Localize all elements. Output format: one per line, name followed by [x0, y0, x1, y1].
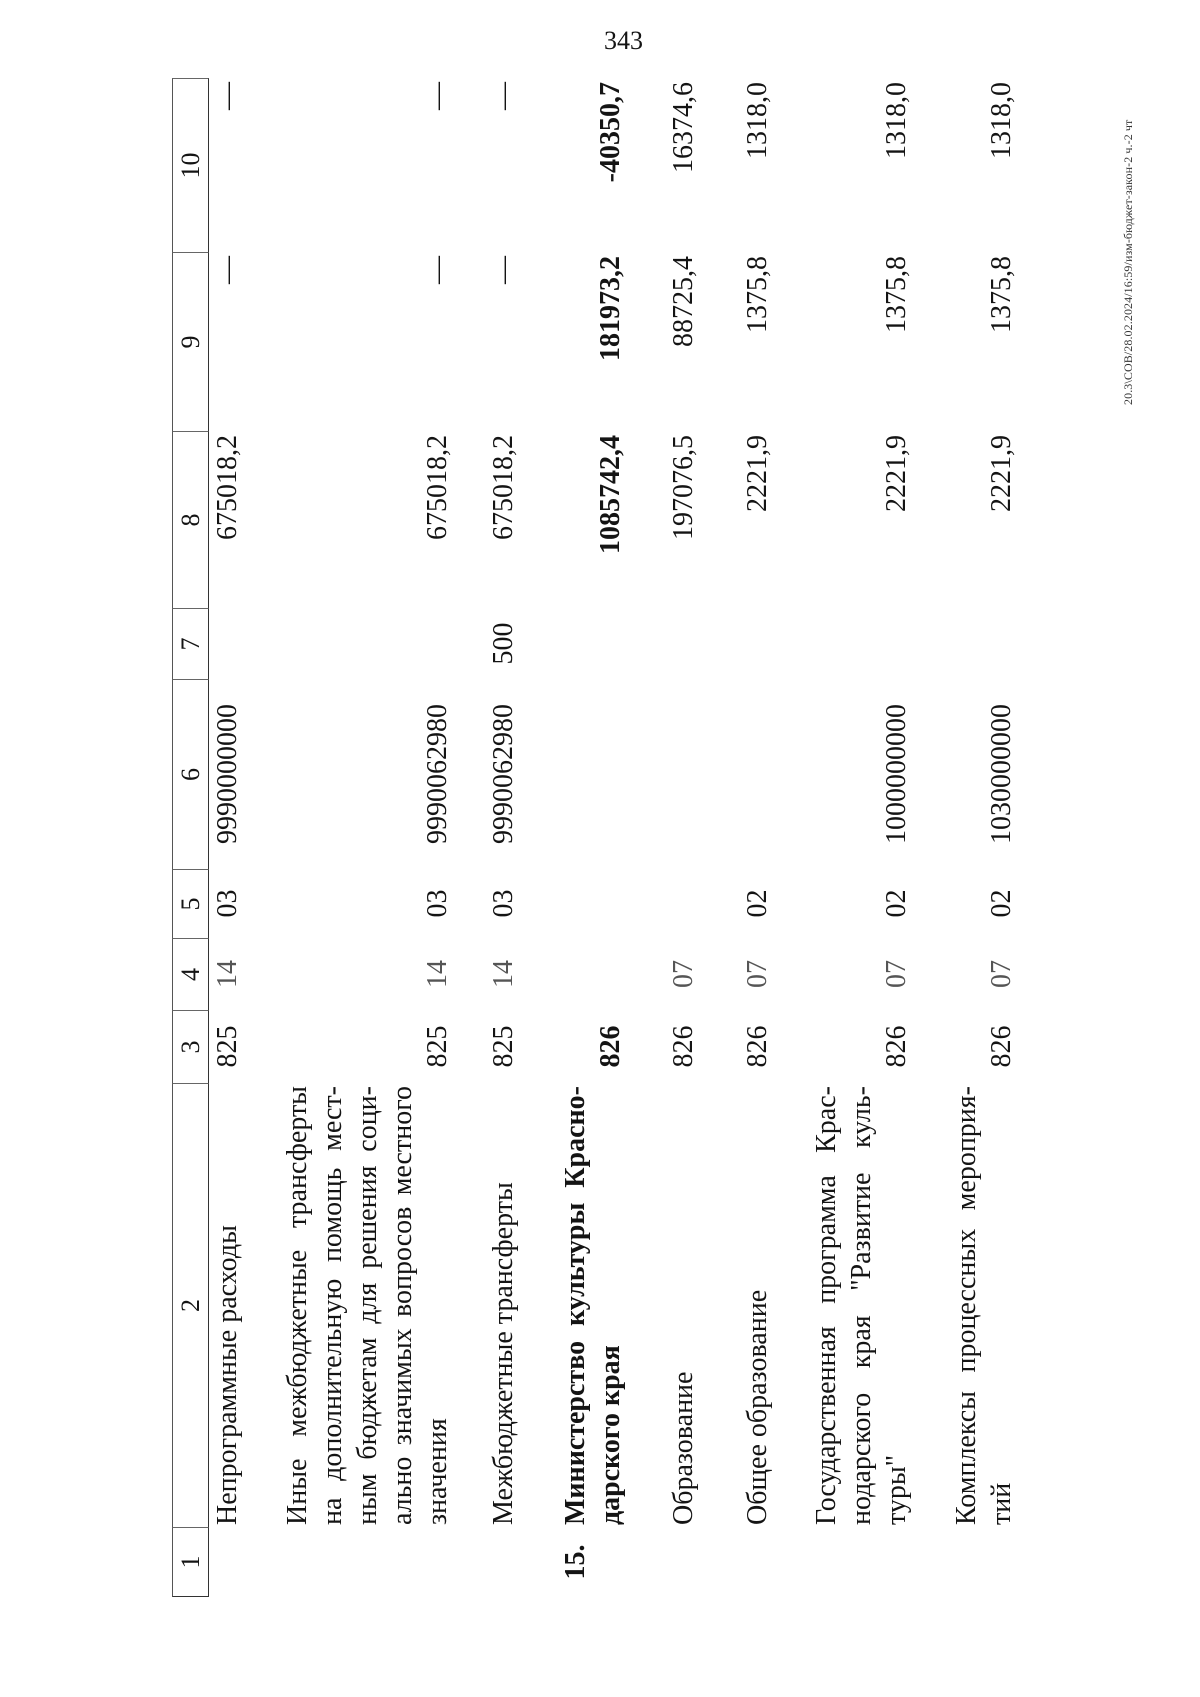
description-line: ально значимых вопросов местного [387, 1086, 418, 1525]
table-cell-subsection-code [740, 869, 775, 938]
cell-value: 9990062980 [422, 704, 453, 844]
cell-value: 826 [595, 1025, 626, 1068]
table-cell-row-number [809, 1527, 914, 1597]
table-cell-expense-type-code [740, 608, 775, 679]
column-header-3: 3 [172, 1010, 209, 1083]
cell-value: 825 [488, 1025, 519, 1068]
table-cell-description [666, 1083, 701, 1527]
cell-value: 07 [668, 960, 699, 988]
table-cell-amount-col-8 [949, 431, 1019, 608]
table-cell-subsection-code [280, 869, 455, 938]
column-header-5: 5 [172, 869, 209, 938]
cell-value: 9990000000 [212, 704, 243, 844]
table-cell-amount-col-8 [486, 431, 521, 608]
table-cell-expense-type-code [558, 608, 628, 679]
table-cell-amount-col-10 [486, 78, 521, 252]
table-cell-ministry-code [280, 1010, 455, 1083]
table-cell-amount-col-8 [280, 431, 455, 608]
cell-value: 02 [742, 889, 773, 918]
table-cell-amount-col-9 [949, 252, 1019, 431]
column-header-9: 9 [172, 252, 209, 431]
column-header-7: 7 [172, 608, 209, 679]
table-cell-expense-type-code [949, 608, 1019, 679]
dash-empty-value: — [212, 82, 243, 110]
table-cell-amount-col-8 [666, 431, 701, 608]
column-header-6: 6 [172, 679, 209, 869]
cell-value: 181973,2 [595, 256, 626, 361]
dash-empty-value: — [488, 82, 519, 110]
table-cell-amount-col-9 [210, 252, 245, 431]
cell-value: 1318,0 [881, 82, 912, 159]
description-line: дарского края [595, 1345, 626, 1525]
table-cell-section-code [280, 938, 455, 1010]
description-line: Государственная программа Крас- [811, 1086, 842, 1525]
table-cell-amount-col-8 [809, 431, 914, 608]
dash-empty-value: — [422, 256, 453, 284]
cell-value: 825 [212, 1025, 243, 1068]
table-cell-target-article-code [210, 679, 245, 869]
table-cell-section-code [666, 938, 701, 1010]
table-cell-target-article-code [949, 679, 1019, 869]
table-cell-amount-col-10 [740, 78, 775, 252]
cell-value: 07 [986, 960, 1017, 988]
cell-value: 14 [488, 960, 519, 988]
table-cell-ministry-code [558, 1010, 628, 1083]
column-header-8: 8 [172, 431, 209, 608]
page-number: 343 [604, 26, 643, 55]
description-line: ным бюджетам для решения соци- [352, 1086, 383, 1525]
table-cell-description [740, 1083, 775, 1527]
table-cell-description [809, 1083, 914, 1527]
table-cell-ministry-code [809, 1010, 914, 1083]
dash-empty-value: — [488, 256, 519, 284]
table-cell-subsection-code [809, 869, 914, 938]
table-cell-amount-col-10 [666, 78, 701, 252]
table-cell-subsection-code [486, 869, 521, 938]
document-footer-stamp: 20.3\СОВ/28.02.2024/16:59/изм-бюджет-закон-2 ч.-2 чт [1121, 119, 1135, 405]
cell-value: 16374,6 [668, 82, 699, 173]
table-cell-amount-col-10 [558, 78, 628, 252]
cell-value: 1000000000 [881, 704, 912, 844]
description-line: Непрограммные расходы [212, 1225, 243, 1525]
cell-value: 9990062980 [488, 704, 519, 844]
table-cell-expense-type-code [809, 608, 914, 679]
table-cell-section-code [949, 938, 1019, 1010]
table-cell-ministry-code [740, 1010, 775, 1083]
table-cell-row-number [558, 1527, 628, 1597]
table-cell-ministry-code [486, 1010, 521, 1083]
table-cell-target-article-code [740, 679, 775, 869]
cell-value: 675018,2 [422, 435, 453, 540]
table-cell-row-number [280, 1527, 455, 1597]
table-cell-ministry-code [666, 1010, 701, 1083]
table-cell-section-code [210, 938, 245, 1010]
table-cell-description [280, 1083, 455, 1527]
description-line: нодарского края "Развитие куль- [846, 1086, 877, 1525]
table-cell-amount-col-10 [210, 78, 245, 252]
cell-value: 1375,8 [742, 256, 773, 333]
table-cell-subsection-code [949, 869, 1019, 938]
table-cell-description [210, 1083, 245, 1527]
description-line: Комплексы процессных мероприя- [951, 1086, 982, 1525]
cell-value: 1375,8 [986, 256, 1017, 333]
table-cell-target-article-code [666, 679, 701, 869]
cell-value: 02 [986, 889, 1017, 918]
table-cell-expense-type-code [280, 608, 455, 679]
table-cell-expense-type-code [666, 608, 701, 679]
cell-value: 03 [212, 889, 243, 918]
cell-value: 826 [668, 1025, 699, 1068]
description-line: Общее образование [742, 1289, 773, 1525]
cell-value: 826 [742, 1025, 773, 1068]
cell-value: 03 [488, 889, 519, 918]
description-line: значения [422, 1418, 453, 1525]
table-cell-row-number [666, 1527, 701, 1597]
table-cell-expense-type-code [486, 608, 521, 679]
table-cell-amount-col-8 [210, 431, 245, 608]
table-cell-section-code [558, 938, 628, 1010]
column-header-10: 10 [172, 78, 209, 252]
table-cell-amount-col-9 [740, 252, 775, 431]
table-cell-amount-col-9 [280, 252, 455, 431]
table-cell-amount-col-9 [558, 252, 628, 431]
table-cell-amount-col-9 [809, 252, 914, 431]
description-line: Иные межбюджетные трансферты [282, 1086, 313, 1525]
cell-value: 2221,9 [742, 435, 773, 512]
cell-value: 1318,0 [742, 82, 773, 159]
description-line: на дополнительную помощь мест- [317, 1086, 348, 1525]
table-cell-description [558, 1083, 628, 1527]
cell-value: 03 [422, 889, 453, 918]
column-header-2: 2 [172, 1083, 209, 1527]
cell-value: 197076,5 [668, 435, 699, 540]
table-cell-amount-col-10 [809, 78, 914, 252]
cell-value: -40350,7 [595, 82, 626, 183]
cell-value: 675018,2 [488, 435, 519, 540]
dash-empty-value: — [422, 82, 453, 110]
cell-value: 825 [422, 1025, 453, 1068]
table-cell-row-number [210, 1527, 245, 1597]
description-line: Министерство культуры Красно- [560, 1086, 591, 1525]
description-line: Межбюджетные трансферты [488, 1182, 519, 1525]
table-cell-description [486, 1083, 521, 1527]
dash-empty-value: — [212, 256, 243, 284]
table-cell-amount-col-9 [666, 252, 701, 431]
table-cell-amount-col-8 [558, 431, 628, 608]
table-cell-section-code [809, 938, 914, 1010]
table-cell-row-number [949, 1527, 1019, 1597]
table-cell-target-article-code [809, 679, 914, 869]
table-cell-target-article-code [280, 679, 455, 869]
table-cell-section-code [486, 938, 521, 1010]
cell-value: 15. [560, 1544, 591, 1580]
table-cell-ministry-code [210, 1010, 245, 1083]
cell-value: 826 [986, 1025, 1017, 1068]
cell-value: 675018,2 [212, 435, 243, 540]
table-cell-target-article-code [486, 679, 521, 869]
description-line: тий [986, 1482, 1017, 1525]
column-header-4: 4 [172, 938, 209, 1010]
table-cell-amount-col-10 [949, 78, 1019, 252]
table-cell-expense-type-code [210, 608, 245, 679]
table-cell-amount-col-8 [740, 431, 775, 608]
table-cell-description [949, 1083, 1019, 1527]
column-header-1: 1 [172, 1527, 209, 1597]
cell-value: 500 [488, 622, 519, 665]
description-line: туры" [881, 1454, 912, 1525]
table-cell-ministry-code [949, 1010, 1019, 1083]
cell-value: 826 [881, 1025, 912, 1068]
table-cell-target-article-code [558, 679, 628, 869]
cell-value: 1375,8 [881, 256, 912, 333]
table-cell-section-code [740, 938, 775, 1010]
cell-value: 1085742,4 [595, 435, 626, 554]
table-cell-subsection-code [666, 869, 701, 938]
cell-value: 07 [881, 960, 912, 988]
cell-value: 14 [422, 960, 453, 988]
table-cell-row-number [486, 1527, 521, 1597]
table-cell-subsection-code [210, 869, 245, 938]
cell-value: 1030000000 [986, 704, 1017, 844]
cell-value: 2221,9 [881, 435, 912, 512]
cell-value: 88725,4 [668, 256, 699, 347]
cell-value: 07 [742, 960, 773, 988]
cell-value: 2221,9 [986, 435, 1017, 512]
cell-value: 14 [212, 960, 243, 988]
cell-value: 1318,0 [986, 82, 1017, 159]
table-cell-row-number [740, 1527, 775, 1597]
table-cell-subsection-code [558, 869, 628, 938]
table-cell-amount-col-9 [486, 252, 521, 431]
description-line: Образование [668, 1371, 699, 1525]
cell-value: 02 [881, 889, 912, 918]
table-cell-amount-col-10 [280, 78, 455, 252]
